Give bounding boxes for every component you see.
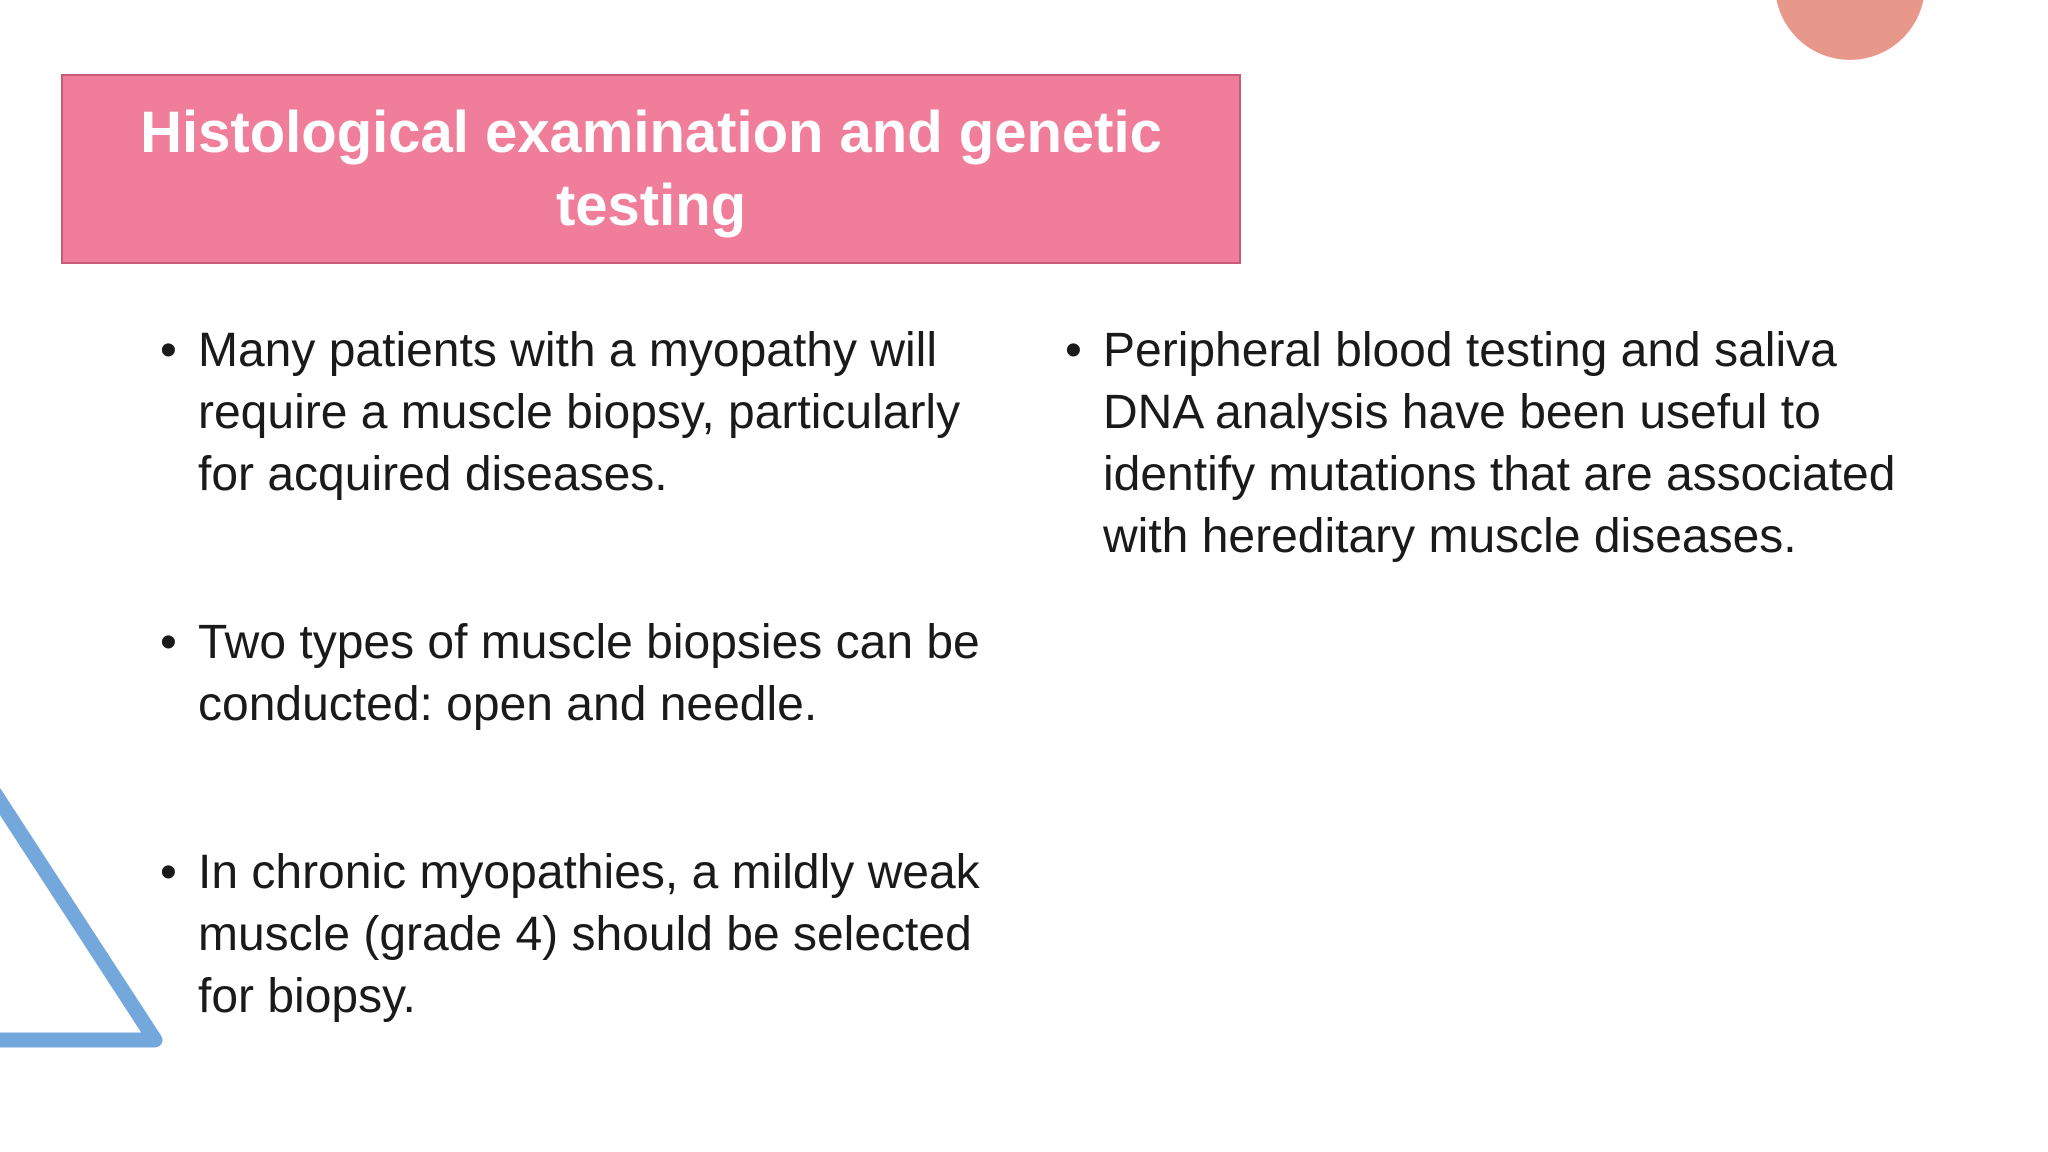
bullet-icon: • [160,616,177,669]
bullet-text: Peripheral blood testing and saliva DNA analysis have been useful to identify mutations that are associated with hereditary muscle diseases. [1103,324,1896,563]
bullet-icon: • [160,324,177,377]
bullet-item [160,612,1020,736]
bullet-text: Two types of muscle biopsies can be conducted: open and needle. [198,616,980,731]
bullet-text: In chronic myopathies, a mildly weak muscle (grade 4) should be selected for biopsy. [198,846,980,1023]
left-bullet-list [160,320,1020,1028]
bullet-item [160,320,1020,506]
title-box [61,74,1241,264]
bullet-icon: • [160,846,177,899]
bullet-item [160,842,1020,1028]
bullet-icon: • [1065,324,1082,377]
decorative-triangle [0,740,180,1060]
bullet-text: Many patients with a myopathy will require a muscle biopsy, particularly for acquired diseases. [198,324,961,501]
right-bullet-list [1065,320,1925,568]
bullet-item [1065,320,1925,568]
slide-title: Histological examination and genetic testing [140,100,1162,238]
decorative-circle [1775,0,1925,60]
